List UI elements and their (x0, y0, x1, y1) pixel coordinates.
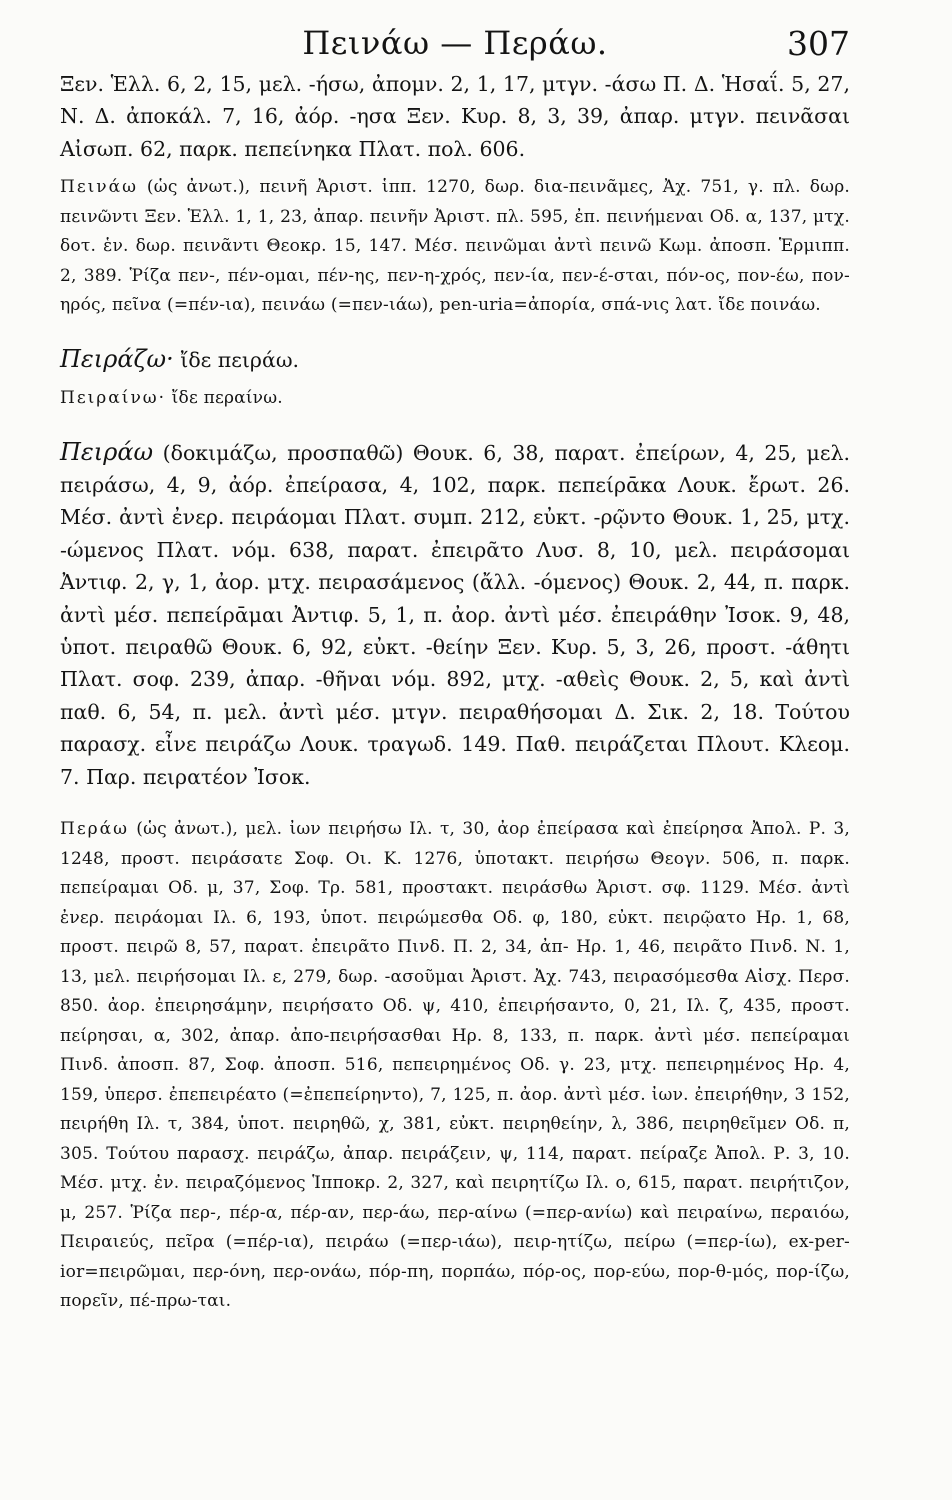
entry-headword: Πειράζω· (60, 344, 174, 373)
entry-peinao (60, 173, 850, 321)
entry-continuation (60, 68, 850, 165)
entry-headword: Περάω (60, 819, 129, 840)
running-head: Πεινάω — Περάω. (302, 24, 608, 62)
entry-peiraino (60, 384, 850, 414)
entry-headword: Πεινάω (60, 177, 138, 198)
entry-text: (ὡς ἀνωτ.), μελ. ἰων πειρήσω Ιλ. τ, 30, ἀορ ἐπείρασα καὶ ἐπείρησα Ἀπολ. Ρ. 3, 1248, προστ. πειράσατε Σοφ. Οι. Κ. 1276, ὑποτακτ. πειρήσω Θεογν. 506, π. παρκ. πεπείραμαι Οδ. μ, 37, Σοφ. Τρ. 581, προστακτ. πειράσθω Ἀριστ. σφ. 1129. Μέσ. ἀντὶ ἐνερ. πειράομαι Ιλ. 6, 193, ὑποτ. πειρώμεσθα Οδ. φ, 180, εὐκτ. πειρῷατο Ηρ. 1, 68, προστ. πειρῶ 8, 57, παρατ. ἐπειρᾶτο Πινδ. Π. 2, 34, ἀπ- Ηρ. 1, 46, πειρᾶτο Πινδ. Ν. 1, 13, μελ. πειρήσομαι Ιλ. ε, 279, δωρ. -ασοῦμαι Ἀριστ. Ἀχ. 743, πειρασόμεσθα Αἰσχ. Περσ. 850. ἀορ. ἐπειρησάμην, πειρήσατο Οδ. ψ, 410, ἐπειρήσαντο, 0, 21, Ιλ. ζ, 435, προστ. πείρησαι, α, 302, ἀπαρ. ἀπο-πειρήσασθαι Ηρ. 8, 133, π. παρκ. ἀντὶ μέσ. πεπείραμαι Πινδ. ἀποσπ. 87, Σοφ. ἀποσπ. 516, πεπειρημένος Οδ. γ. 23, μτχ. πεπειρημένος Ηρ. 4, 159, ὑπερσ. ἐπεπειρέατο (=ἐπεπείρηντο), 7, 125, π. ἀορ. ἀντὶ μέσ. ἰων. ἐπειρήθην, 3 152, πειρήθη Ιλ. τ, 384, ὑποτ. πειρηθῶ, χ, 381, εὐκτ. πειρηθείην, λ, 386, πειρηθεῖμεν Οδ. π, 305. Τούτου παρασχ. πειράζω, ἀπαρ. πειράζειν, ψ, 114, παρατ. πείραζε Ἀπολ. Ρ. 3, 10. Μέσ. μτχ. ἐν. πειραζόμενος Ἱπποκρ. 2, 327, καὶ πειρητίζω Ιλ. ο, 615, παρατ. πειρήτιζον, μ, 257. Ῥίζα περ-, πέρ-α, πέρ-αν, περ-άω, περ-αίνω (=περ-ανίω) καὶ πειραίνω, περαιόω, Πειραιεύς, πεῖρα (=πέρ-ια), πειράω (=περ-ιάω), πειρ-ητίζω, πείρω (=περ-ίω), ex-per-ior=πειρῶμαι, περ-όνη, περ-ονάω, πόρ-πη, πορπάω, πόρ-ος, πορ-εύω, πορ-θ-μός, πορ-ίζω, πορεῖν, πέ-πρω-ται. (60, 819, 850, 1312)
entry-text: Ξεν. Ἑλλ. 6, 2, 15, μελ. -ήσω, ἀπομν. 2, 1, 17, μτγν. -άσω Π. Δ. Ἡσαΐ. 5, 27, Ν. Δ. ἀποκάλ. 7, 16, ἀόρ. -ησα Ξεν. Κυρ. 8, 3, 39, ἀπαρ. μτγν. πεινᾶσαι Αἰσωπ. 62, παρκ. πεπείνηκα Πλατ. πολ. 606. (60, 72, 850, 161)
entry-perao (60, 815, 850, 1317)
entry-peirao (60, 436, 850, 793)
entry-headword: Πειραίνω· (60, 388, 167, 409)
entry-text: ἴδε περαίνω. (171, 388, 283, 409)
page-number: 307 (787, 24, 850, 63)
entry-text: ἴδε πειράω. (180, 347, 300, 372)
dictionary-page (60, 22, 850, 1317)
entry-headword: Πειράω (60, 437, 154, 466)
entry-text: (δοκιμάζω, προσπαθῶ) Θουκ. 6, 38, παρατ. ἐπείρων, 4, 25, μελ. πειράσω, 4, 9, ἀόρ. ἐπείρασα, 4, 102, παρκ. πεπείρᾱκα Λουκ. ἔρωτ. 26. Μέσ. ἀντὶ ἐνερ. πειράομαι Πλατ. συμπ. 212, εὐκτ. -ρῷντο Θουκ. 1, 25, μτχ. -ώμενος Πλατ. νόμ. 638, παρατ. ἐπειρᾶτο Λυσ. 8, 10, μελ. πειράσομαι Ἀντιφ. 2, γ, 1, ἀορ. μτχ. πειρασάμενος (ἄλλ. -όμενος) Θουκ. 2, 44, π. παρκ. ἀντὶ μέσ. πεπείρᾱμαι Ἀντιφ. 5, 1, π. ἀορ. ἀντὶ μέσ. ἐπειράθην Ἰσοκ. 9, 48, ὑποτ. πειραθῶ Θουκ. 6, 92, εὐκτ. -θείην Ξεν. Κυρ. 5, 3, 26, προστ. -άθητι Πλατ. σοφ. 239, ἀπαρ. -θῆναι νόμ. 892, μτχ. -αθεὶς Θουκ. 2, 5, καὶ ἀντὶ παθ. 6, 54, π. μελ. ἀντὶ μέσ. μτγν. πειραθήσομαι Δ. Σικ. 2, 18. Τούτου παρασχ. εἶνε πειράζω Λουκ. τραγωδ. 149. Παθ. πειράζεται Πλουτ. Κλεομ. 7. Παρ. πειρατέον Ἰσοκ. (60, 440, 850, 789)
entry-text: (ὡς ἀνωτ.), πεινῆ Ἀριστ. ἱππ. 1270, δωρ. δια-πεινᾶμες, Ἀχ. 751, γ. πλ. δωρ. πεινῶντι Ξεν. Ἑλλ. 1, 1, 23, ἀπαρ. πεινῆν Ἀριστ. πλ. 595, ἐπ. πεινήμεναι Οδ. α, 137, μτχ. δοτ. ἑν. δωρ. πεινᾶντι Θεοκρ. 15, 147. Μέσ. πεινῶμαι ἀντὶ πεινῶ Κωμ. ἀποσπ. Ἑρμιππ. 2, 389. Ῥίζα πεν-, πέν-ομαι, πέν-ης, πεν-η-χρός, πεν-ία, πεν-έ-σται, πόν-ος, πον-έω, πον-ηρός, πεῖνα (=πέν-ια), πεινάω (=πεν-ιάω), pen-uria=ἀπορία, σπά-νις λατ. ἴδε ποινάω. (60, 177, 850, 316)
page-header (60, 22, 850, 68)
entry-peirazo (60, 343, 850, 376)
